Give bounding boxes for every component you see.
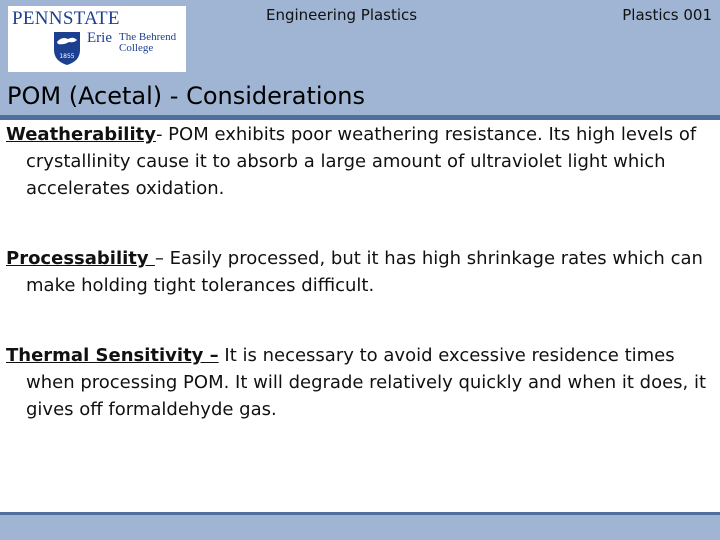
section-thermal-sensitivity (6, 342, 708, 423)
logo-college: The Behrend College (119, 31, 177, 54)
section-text: It is necessary to avoid excessive residence times when processing POM. It will degrade relatively quickly and when it does, it gives off formaldehyde gas. (26, 345, 707, 420)
pennstate-behrend-logo (8, 6, 186, 72)
svg-text:1855: 1855 (59, 53, 75, 60)
slide-title: POM (Acetal) - Considerations (7, 82, 365, 110)
section-separator: – (154, 248, 170, 269)
section-term: Processability (6, 248, 155, 269)
slide-footer-band (0, 512, 720, 540)
slide-header (0, 0, 720, 116)
nittany-lion-shield-icon (52, 30, 82, 66)
logo-campus: Erie (87, 30, 112, 46)
logo-wordmark: PENNSTATE (12, 8, 120, 29)
section-term: Thermal Sensitivity – (6, 345, 219, 366)
header-topic: Engineering Plastics (266, 6, 418, 24)
header-course: Plastics 001 (622, 6, 712, 24)
section-text: Easily processed, but it has high shrinkage rates which can make holding tight tolerances difficult. (26, 248, 703, 296)
section-separator: - (155, 124, 169, 145)
section-text: POM exhibits poor weathering resistance. Its high levels of crystallinity cause it to absorb a large amount of ultraviolet light which accelerates oxidation. (26, 124, 697, 199)
section-weatherability (6, 121, 708, 202)
slide-body (6, 121, 708, 423)
section-processability (6, 245, 708, 299)
section-term: Weatherability (6, 124, 156, 145)
title-divider (0, 115, 720, 120)
